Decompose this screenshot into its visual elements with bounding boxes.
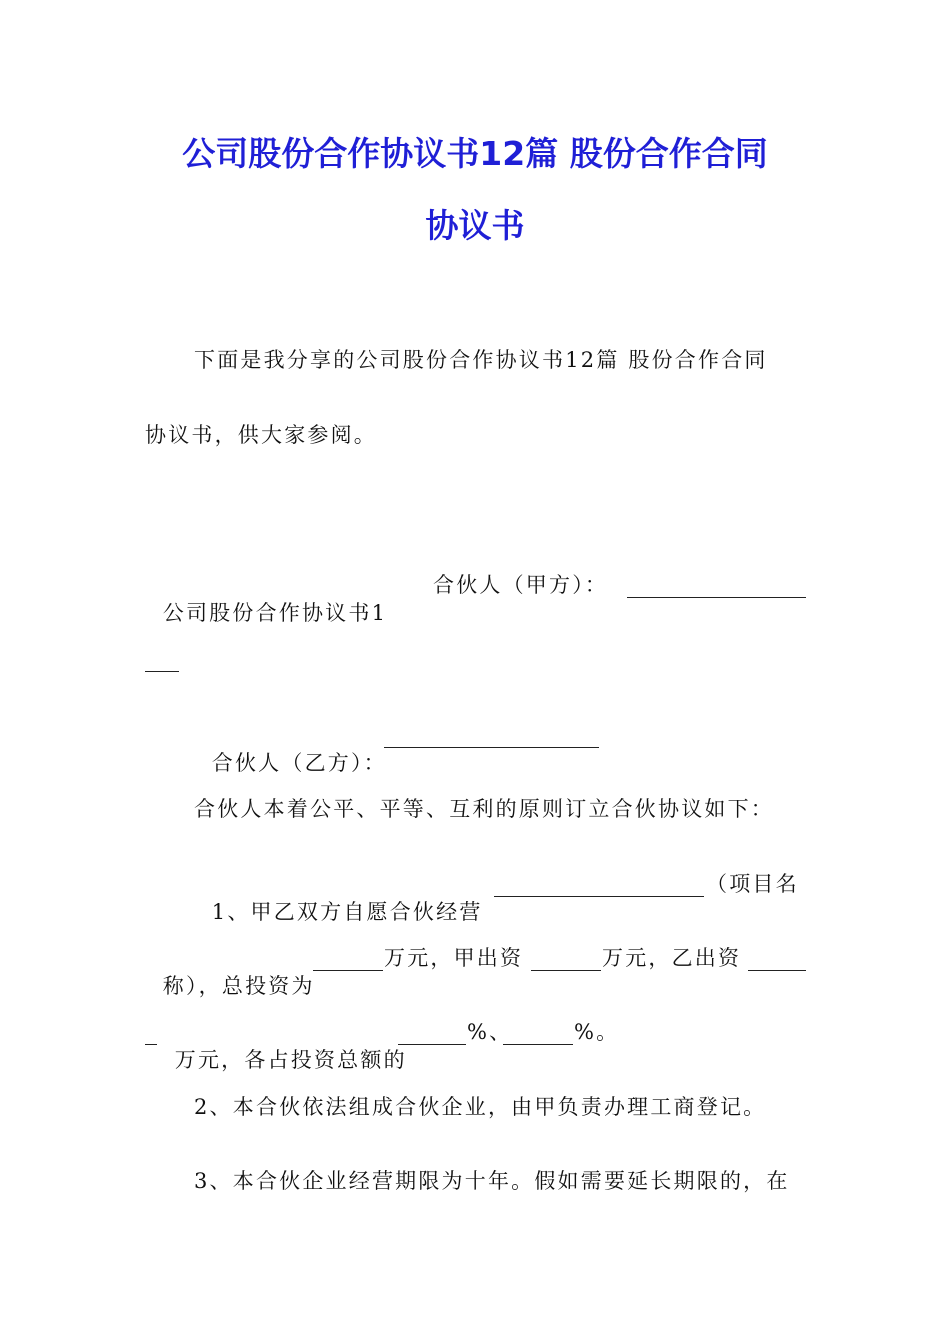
clause-1-line2-c: 万元，乙出资 (602, 946, 742, 970)
party-a-investment-blank (531, 950, 601, 971)
clause-1-line3-c: %。 (574, 1020, 620, 1044)
clause-2: 2、本合伙依法组成合伙企业，由甲负责办理工商登记。 (194, 1095, 767, 1119)
party-b-investment-blank (748, 950, 806, 971)
document-title-line1: 公司股份合作协议书12篇 股份合作合同 (182, 134, 768, 173)
party-a-blank (627, 577, 806, 598)
party-b-row (194, 721, 387, 777)
party-a-label: 合伙人（甲方）： (433, 573, 609, 597)
share-a-blank (398, 1024, 466, 1045)
party-b-label: 合伙人（乙方）： (211, 751, 387, 775)
party-b-blank (384, 727, 599, 748)
section-heading: 公司股份合作协议书1 (162, 601, 388, 625)
share-b-blank (503, 1024, 573, 1045)
clause-1-line3-a: 万元，各占投资总额的 (174, 1048, 407, 1072)
clause-1-line-2 (145, 944, 315, 1000)
clause-1-line-3 (157, 1018, 407, 1074)
clause-1-text-b: （项目名 (706, 872, 799, 896)
party-b-investment-blank-continued (145, 1024, 157, 1045)
section-heading-row (145, 571, 387, 627)
project-name-blank (494, 876, 704, 897)
principle-text: 合伙人本着公平、平等、互利的原则订立合伙协议如下： (194, 797, 774, 821)
party-a-blank-continued (145, 651, 179, 672)
clause-1-line3-b: %、 (467, 1020, 513, 1044)
intro-line-2: 协议书，供大家参阅。 (145, 423, 377, 447)
intro-line-1: 下面是我分享的公司股份合作协议书12篇 股份合作合同 (194, 348, 768, 372)
document-title-line2: 协议书 (425, 206, 525, 245)
total-investment-blank (313, 950, 383, 971)
clause-1-text-a: 1、甲乙双方自愿合伙经营 (211, 900, 483, 924)
clause-1-line2-b: 万元，甲出资 (384, 946, 524, 970)
clause-1-line-1 (194, 870, 483, 926)
clause-3: 3、本合伙企业经营期限为十年。假如需要延长期限的，在 (194, 1169, 790, 1193)
clause-1-line2-a: 称），总投资为 (162, 974, 315, 998)
